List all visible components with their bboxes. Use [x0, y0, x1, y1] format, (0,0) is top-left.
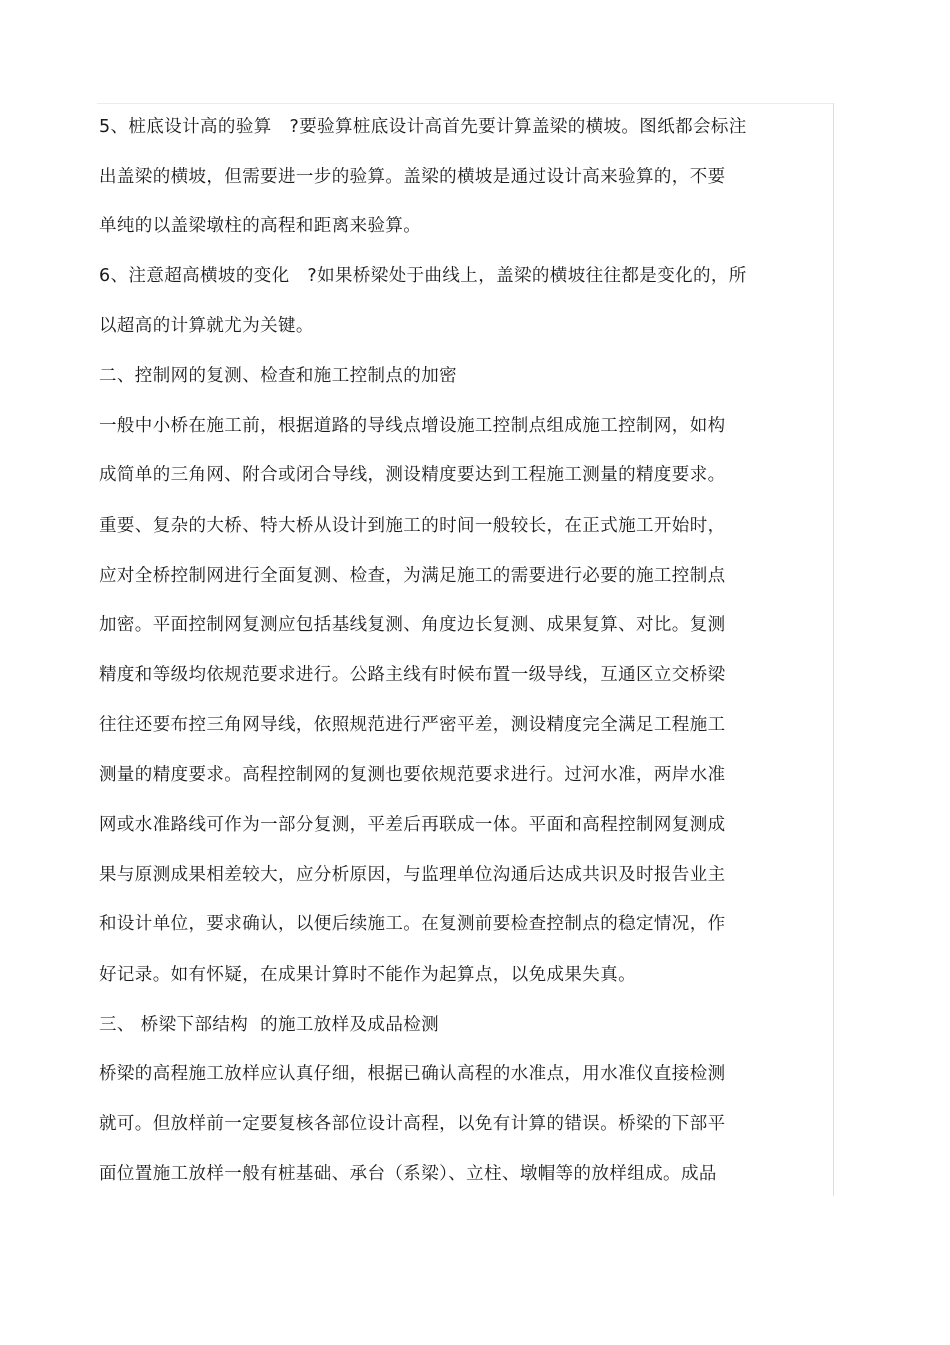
- text-line: 单纯的以盖梁墩柱的高程和距离来验算。: [99, 216, 422, 236]
- text-line: 往往还要布控三角网导线，依照规范进行严密平差，测设精度完全满足工程施工: [99, 715, 726, 735]
- text-line: 面位置施工放样一般有桩基础、承台（系梁）、立柱、墩帽等的放样组成。成品: [99, 1164, 717, 1184]
- text-line: 重要、复杂的大桥、特大桥从设计到施工的时间一般较长，在正式施工开始时，: [99, 516, 726, 536]
- text-line: 应对全桥控制网进行全面复测、检查，为满足施工的需要进行必要的施工控制点: [99, 566, 726, 586]
- text-line: 测量的精度要求。高程控制网的复测也要依规范要求进行。过河水准，两岸水准: [99, 765, 726, 785]
- text-line: 出盖梁的横坡，但需要进一步的验算。盖梁的横坡是通过设计高来验算的，不要: [99, 167, 726, 187]
- text-line: 网或水准路线可作为一部分复测，平差后再联成一体。平面和高程控制网复测成: [99, 815, 726, 835]
- text-line: 好记录。如有怀疑，在成果计算时不能作为起算点，以免成果失真。: [99, 965, 636, 985]
- section-heading: 二、控制网的复测、检查和施工控制点的加密: [99, 366, 457, 386]
- text-line: 精度和等级均依规范要求进行。公路主线有时候布置一级导线，互通区立交桥梁: [99, 665, 726, 685]
- text-line: 和设计单位，要求确认，以便后续施工。在复测前要检查控制点的稳定情况，作: [99, 914, 726, 934]
- text-line: 一般中小桥在施工前，根据道路的导线点增设施工控制点组成施工控制网，如构: [99, 416, 726, 436]
- text-line: 成简单的三角网、附合或闭合导线，测设精度要达到工程施工测量的精度要求。: [99, 465, 726, 485]
- text-line: 5、桩底设计高的验算 ?要验算桩底设计高首先要计算盖梁的横坡。图纸都会标注: [99, 117, 747, 137]
- text-line: 加密。平面控制网复测应包括基线复测、角度边长复测、成果复算、对比。复测: [99, 615, 726, 635]
- text-line: 果与原测成果相差较大，应分析原因，与监理单位沟通后达成共识及时报告业主: [99, 865, 726, 885]
- text-line: 以超高的计算就尤为关键。: [99, 316, 314, 336]
- text-line: 就可。但放样前一定要复核各部位设计高程，以免有计算的错误。桥梁的下部平: [99, 1114, 726, 1134]
- section-heading: 三、 桥梁下部结构 的施工放样及成品检测: [99, 1015, 440, 1035]
- text-line: 6、注意超高横坡的变化 ?如果桥梁处于曲线上，盖梁的横坡往往都是变化的，所: [99, 266, 747, 286]
- text-line: 桥梁的高程施工放样应认真仔细，根据已确认高程的水准点，用水准仪直接检测: [99, 1064, 726, 1084]
